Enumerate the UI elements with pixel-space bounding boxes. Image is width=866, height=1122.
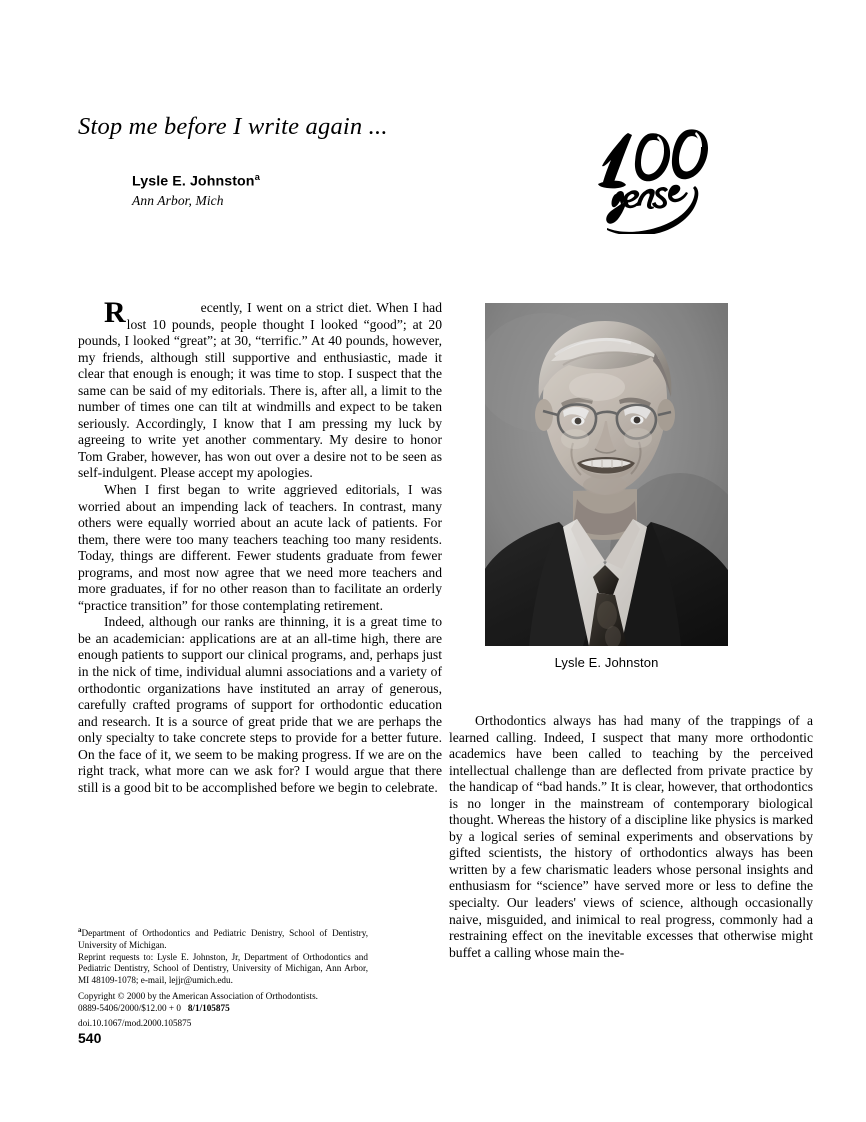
footnotes-block (78, 925, 368, 1030)
page-number: 540 (78, 1030, 102, 1046)
author-block (132, 172, 462, 209)
author-name-text: Lysle E. Johnston (132, 173, 255, 190)
drop-cap: R (104, 296, 126, 329)
body-column-right (449, 713, 813, 961)
page-title: Stop me before I write again ... (78, 113, 388, 140)
footnote-marker: a (78, 926, 82, 934)
paragraph-1 (78, 296, 442, 482)
hundred-years-logo-icon (596, 122, 714, 234)
footnote-affiliation (78, 925, 368, 951)
author-affiliation: Ann Arbor, Mich (132, 192, 224, 208)
article-code: 8/1/105875 (187, 1002, 230, 1013)
issn-text: 0889-5406/2000/$12.00 + 0 (78, 1002, 181, 1013)
paragraph-4: Orthodontics always has had many of the trappings of a learned calling. Indeed, I suspect that many more orthodontic academics have been called to teaching by the perceived intellectual challenge than are deflected from private practice by the handicap of “bad hands.” It is clear, however, that orthodontics is no longer in the mainstream of contemporary biological thought. Whereas the history of a discipline like physics is marked by a logical series of seminal experiments and observations by gifted scientists, the history of orthodontics always has been written by a few charismatic leaders whose personal insights and enthusiasm for “science” have served more or less to define the specialty. Our leaders' views of science, although occasionally naive, misguided, and inimical to real progress, commonly had a restraining effect on the inevitable excesses that otherwise might buffet a calling whose main the- (449, 713, 813, 960)
author-name (132, 172, 462, 190)
footnote-copyright: Copyright © 2000 by the American Association of Orthodontists. (78, 990, 318, 1001)
paragraph-2: When I first began to write aggrieved editorials, I was worried about an impending lack of teachers. In contrast, many others were equally worried about an acute lack of patients. For them, there were too many teachers teaching too many residents. Today, things are different. Fewer students graduate from fewer programs, and most now agree that we need more teachers and more graduates, if for no other reason than to facilitate an orderly “practice transition” for those contemplating retirement. (78, 482, 442, 613)
paragraph-3: Indeed, although our ranks are thinning, it is a great time to be an academician: applications are at an all-time high, there are enough patients to support our clinical programs, and, perhaps just in the nick of time, individual alumni associations and a variety of orthodontic organizations have instituted an array of generous, carefully crafted programs of support for orthodontic education and research. It is a source of great pride that we are perhaps the only specialty to take concrete steps to provide for a better future. On the face of it, we seem to be making progress. If we are on the right track, what more can we ask for? I would argue that there still is a good bit to be accomplished before we begin to celebrate. (78, 614, 442, 795)
paragraph-1-text: ecently, I went on a strict diet. When I had lost 10 pounds, people thought I looked “good”; at 20 pounds, I looked “great”; at 30, “terrific.” At 40 pounds, however, my friends, although still supportive and enthusiastic, made it clear that enough is enough; it was time to stop. I suspect that the same can be said of my editorials. There is, after all, a limit to the number of times one can tilt at windmills and expect to be taken seriously. Accordingly, I know that I am pressing my luck by agreeing to write yet another commentary. My desire to honor Tom Graber, however, has won out over a desire not to be seen as self-indulgent. Please accept my apologies. (78, 300, 442, 481)
footnote-affiliation-text: Department of Orthodontics and Pediatric Denistry, School of Dentistry, University of Michigan. (78, 928, 368, 950)
body-column-left (78, 296, 442, 796)
photo-caption: Lysle E. Johnston (554, 655, 659, 670)
footnote-issn-line (78, 1003, 368, 1015)
footnote-doi: doi.10.1067/mod.2000.105875 (78, 1018, 192, 1029)
footnote-reprint-requests: Reprint requests to: Lysle E. Johnston, Jr, Department of Orthodontics and Pediatric Dentistry, School of Dentistry, University of Michigan, Ann Arbor, MI 48109-1078; e-mail, lejjr@umich.edu. (78, 951, 368, 985)
author-footnote-marker: a (254, 172, 260, 183)
portrait-lysle-johnston (485, 303, 728, 646)
